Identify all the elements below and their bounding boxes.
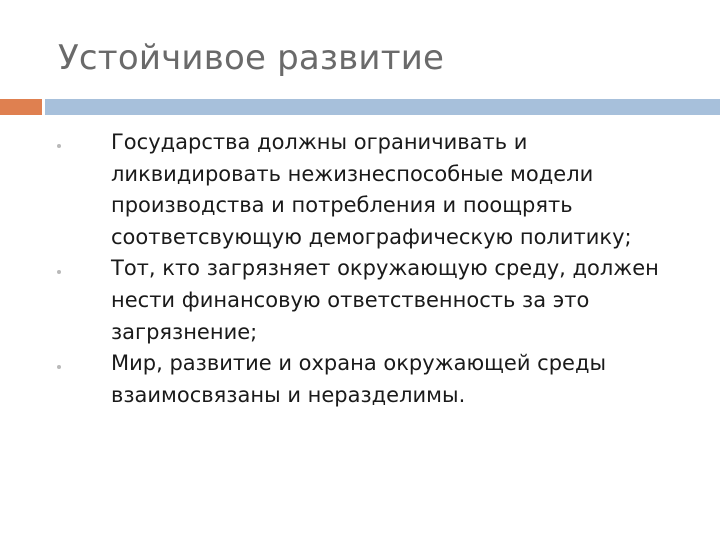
slide-title: Устойчивое развитие — [58, 38, 445, 78]
bullet-item — [0, 348, 720, 411]
dot-bullet-icon — [57, 365, 61, 369]
bullet-text: Государства должны ограничивать и ликвидировать нежизнеспособные модели производства и потребления и поощрять соответсвующую демографическую политику; — [111, 130, 632, 249]
bullet-item — [0, 127, 720, 253]
bullet-item — [0, 253, 720, 348]
title-divider-bar — [45, 99, 720, 115]
bullet-list — [0, 127, 720, 411]
dot-bullet-icon — [57, 270, 61, 274]
bullet-text: Мир, развитие и охрана окружающей среды взаимосвязаны и неразделимы. — [111, 351, 607, 407]
dot-bullet-icon — [57, 144, 61, 148]
title-accent-bar — [0, 99, 42, 115]
bullet-text: Тот, кто загрязняет окружающую среду, должен нести финансовую ответственность за это загрязнение; — [111, 256, 659, 344]
